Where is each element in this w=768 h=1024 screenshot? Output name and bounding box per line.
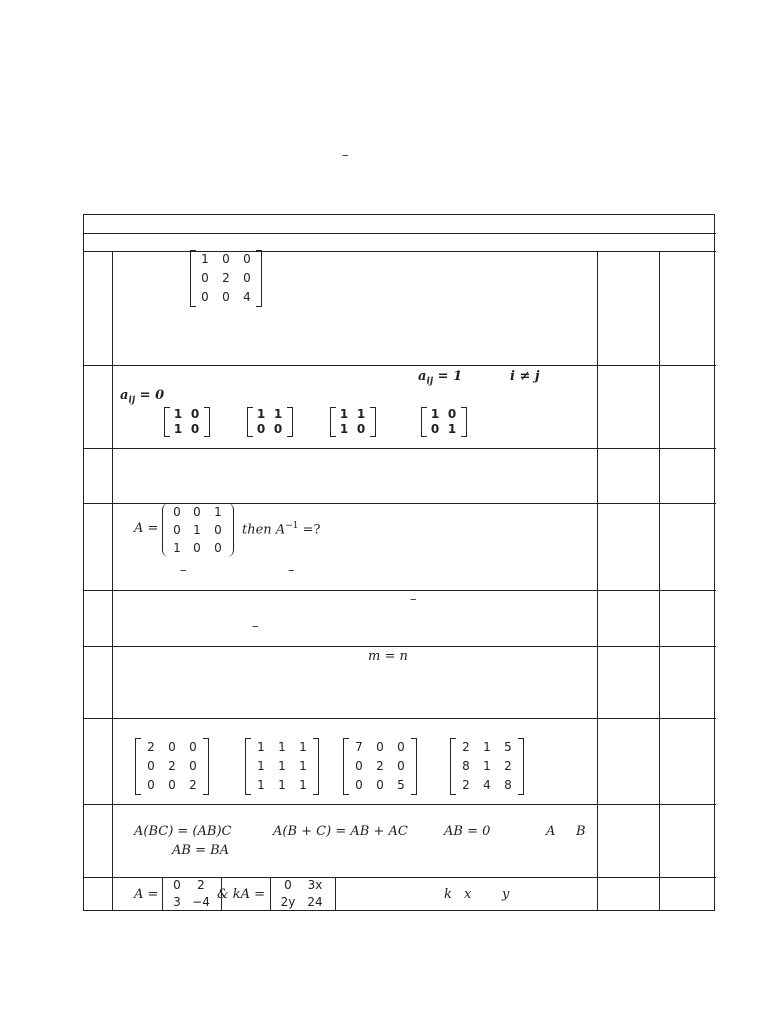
matrix-cell: 8 (462, 759, 470, 773)
matrix-cell: 1 (201, 252, 209, 266)
matrix-cell: 1 (339, 422, 349, 436)
matrix-cell: 1 (339, 407, 349, 421)
matrix-cell: 0 (168, 740, 176, 754)
matrix-cell: 1 (483, 759, 491, 773)
matrix-cell: 2 (462, 740, 470, 754)
matrix-cell: 2 (222, 271, 230, 285)
row-divider (83, 251, 716, 252)
matrix-cell: 1 (430, 407, 440, 421)
matrix-cell: 1 (193, 523, 201, 537)
matrix-cell: 1 (299, 778, 307, 792)
q2-condition-1: $a_{ij} = 1$ (418, 369, 463, 387)
matrix-cell: 1 (256, 407, 266, 421)
matrix-cell: 1 (483, 740, 491, 754)
matrix-cell: 0 (173, 878, 181, 892)
matrix-cell: 0 (356, 422, 366, 436)
q7-option-2 (245, 738, 319, 795)
matrix-cell: 2y (280, 895, 296, 909)
q8-zero-product: AB = 0 (444, 824, 491, 839)
q5-dash: – (410, 592, 417, 607)
q2-option-2 (247, 407, 293, 437)
matrix-cell: 0 (256, 422, 266, 436)
matrix-cell: 0 (222, 252, 230, 266)
row-divider (83, 718, 716, 719)
matrix-cell: 4 (483, 778, 491, 792)
matrix-cell: 5 (397, 778, 405, 792)
matrix-cell: 1 (299, 740, 307, 754)
matrix-cell: 0 (147, 778, 155, 792)
row-divider (83, 804, 716, 805)
matrix-cell: 2 (168, 759, 176, 773)
q2-condition-2: $a_{ij} = 0$ (120, 388, 165, 406)
q4-dash: – (180, 563, 187, 578)
row-divider (83, 590, 716, 591)
matrix-cell: 0 (201, 271, 209, 285)
q4-lhs: A = (134, 521, 159, 536)
q8-matrix-b: B (576, 824, 586, 839)
matrix-cell: 0 (193, 541, 201, 555)
matrix-cell: 1 (273, 407, 283, 421)
column-divider (659, 251, 660, 911)
q9-ka-label: & kA = (217, 887, 265, 902)
matrix-cell: 0 (397, 740, 405, 754)
matrix-cell: 5 (504, 740, 512, 754)
matrix-cell: 1 (356, 407, 366, 421)
matrix-cell: 0 (173, 505, 181, 519)
matrix-cell: 2 (504, 759, 512, 773)
matrix-cell: 0 (243, 271, 251, 285)
q8-matrix-a: A (546, 824, 556, 839)
matrix-cell: 0 (430, 422, 440, 436)
matrix-cell: 1 (257, 778, 265, 792)
q8-associative: A(BC) = (AB)C (134, 824, 232, 839)
q5-dash: – (252, 619, 259, 634)
matrix-cell: 1 (257, 740, 265, 754)
matrix-cell: 0 (201, 290, 209, 304)
matrix-cell: 0 (447, 407, 457, 421)
matrix-cell: −4 (192, 895, 210, 909)
row-divider (83, 365, 716, 366)
matrix-cell: 1 (214, 505, 222, 519)
matrix-cell: 1 (257, 759, 265, 773)
matrix-cell: 1 (173, 422, 183, 436)
matrix-cell: 0 (243, 252, 251, 266)
matrix-cell: 0 (355, 778, 363, 792)
q9-k: k (444, 887, 452, 902)
matrix-cell: 1 (299, 759, 307, 773)
header-dash: – (342, 148, 349, 163)
q7-option-4 (450, 738, 524, 795)
row-divider (83, 233, 716, 234)
matrix-cell: 0 (173, 523, 181, 537)
matrix-cell: 0 (193, 505, 201, 519)
matrix-cell: 0 (168, 778, 176, 792)
q7-option-3 (343, 738, 417, 795)
matrix-cell: 1 (278, 759, 286, 773)
q6-equation: m = n (368, 649, 408, 664)
q9-matrix-ka (270, 877, 336, 911)
matrix-cell: 0 (214, 541, 222, 555)
matrix-cell: 8 (504, 778, 512, 792)
q2-condition-ij: i ≠ j (510, 369, 540, 384)
matrix-cell: 0 (189, 759, 197, 773)
matrix-cell: 0 (190, 422, 200, 436)
q7-option-1 (135, 738, 209, 795)
matrix-cell: 0 (273, 422, 283, 436)
matrix-cell: 24 (307, 895, 323, 909)
matrix-cell: 2 (462, 778, 470, 792)
matrix-cell: 0 (397, 759, 405, 773)
matrix-cell: 3x (307, 878, 323, 892)
q1-matrix (190, 250, 262, 307)
row-divider (83, 448, 716, 449)
matrix-cell: 0 (376, 740, 384, 754)
q9-y: y (502, 887, 510, 902)
matrix-cell: 1 (278, 778, 286, 792)
q9-x: x (464, 887, 472, 902)
q9-lhs: A = (134, 887, 159, 902)
q8-commutative: AB = BA (172, 843, 230, 858)
matrix-cell: 7 (355, 740, 363, 754)
matrix-cell: 0 (284, 878, 292, 892)
q2-option-3 (330, 407, 376, 437)
matrix-cell: 4 (243, 290, 251, 304)
matrix-cell: 0 (147, 759, 155, 773)
q8-distributive: A(B + C) = AB + AC (273, 824, 408, 839)
question-table (83, 214, 715, 911)
column-divider (112, 251, 113, 911)
matrix-cell: 0 (189, 740, 197, 754)
matrix-cell: 2 (197, 878, 205, 892)
q4-matrix (162, 503, 234, 557)
matrix-cell: 0 (214, 523, 222, 537)
matrix-cell: 2 (376, 759, 384, 773)
column-divider (597, 251, 598, 911)
matrix-cell: 0 (376, 778, 384, 792)
matrix-cell: 0 (355, 759, 363, 773)
q2-option-4 (421, 407, 467, 437)
matrix-cell: 2 (147, 740, 155, 754)
matrix-cell: 2 (189, 778, 197, 792)
matrix-cell: 1 (173, 541, 181, 555)
matrix-cell: 0 (222, 290, 230, 304)
q2-option-1 (164, 407, 210, 437)
row-divider (83, 646, 716, 647)
q4-inverse-question: then $A^{-1}$ =? (242, 521, 321, 538)
matrix-cell: 3 (173, 895, 181, 909)
matrix-cell: 1 (278, 740, 286, 754)
matrix-cell: 1 (447, 422, 457, 436)
matrix-cell: 0 (190, 407, 200, 421)
matrix-cell: 1 (173, 407, 183, 421)
q4-dash: – (288, 563, 295, 578)
q9-matrix-a (162, 877, 222, 911)
